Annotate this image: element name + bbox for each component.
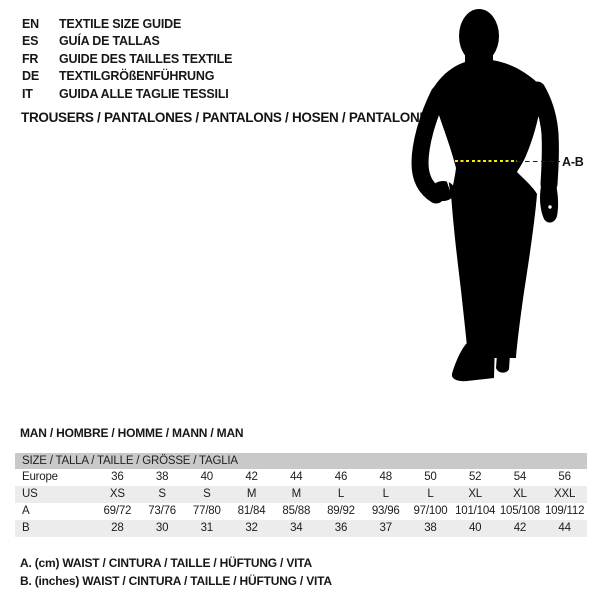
size-cell: 37 [379,522,392,534]
size-cell: 44 [558,522,571,534]
size-cell: XL [468,488,482,500]
size-cell: M [246,488,257,500]
size-table-body [15,469,587,537]
language-row [22,33,232,50]
size-cell: 34 [290,522,303,534]
size-cell: L [382,488,389,500]
size-cell: 97/100 [413,505,448,517]
note-line: B. (inches) WAIST / CINTURA / TAILLE / HÜFTUNG / VITA [20,573,332,588]
size-cell: 40 [468,522,482,534]
size-cell: 44 [290,471,303,483]
size-cell: S [158,488,166,500]
size-table-row [15,503,587,520]
size-cell: L [427,488,434,500]
waist-dash-line-outside [517,161,560,163]
language-label: GUIDA ALLE TAGLIE TESSILI [59,86,229,101]
language-row [22,16,232,33]
size-row-label: US [22,488,38,500]
size-cell: 38 [424,522,437,534]
size-cell: 42 [245,471,258,483]
size-table-row [15,469,587,486]
size-cell: 101/104 [455,505,496,517]
size-cell: 40 [200,471,214,483]
size-cell: 54 [513,471,527,483]
size-table [15,453,587,537]
size-cell: 85/88 [282,505,311,517]
man-silhouette-figure [405,0,600,400]
size-cell: 52 [468,471,482,483]
language-label: TEXTILE SIZE GUIDE [59,17,182,31]
size-cell: 73/76 [148,505,176,517]
size-cell: L [337,488,345,500]
size-cell: 93/96 [371,505,400,517]
size-cell: XL [513,488,527,500]
size-cell: 31 [200,522,214,534]
gender-title: MAN / HOMBRE / HOMME / MANN / MAN [20,426,244,440]
size-cell: 69/72 [103,505,132,517]
language-code: DE [22,69,39,84]
size-cell: 50 [424,471,437,483]
note-line: A. (cm) WAIST / CINTURA / TAILLE / HÜFTUNG / VITA [20,556,312,570]
size-cell: 36 [111,471,124,483]
waist-measure-label: A-B [562,155,584,169]
size-cell: XS [109,488,125,500]
language-row [22,51,232,68]
size-cell: 81/84 [237,505,266,517]
size-cell: 36 [334,522,348,534]
category-title: TROUSERS / PANTALONES / PANTALONS / HOSEN / PANTALONI [21,110,423,125]
language-label: GUIDE DES TAILLES TEXTILE [59,51,233,66]
size-cell: 89/92 [327,505,355,517]
language-label: GUÍA DE TALLAS [59,34,160,49]
size-cell: 48 [379,471,392,483]
size-cell: S [203,488,211,500]
language-code: FR [22,51,39,66]
size-row-label: Europe [22,471,58,483]
size-cell: 56 [558,471,571,483]
language-label: TEXTILGRÖßENFÜHRUNG [59,69,215,84]
size-cell: 109/112 [544,505,585,517]
size-cell: 32 [245,522,258,534]
size-cell: 42 [513,522,527,534]
size-cell: 28 [111,522,124,534]
size-row-label: A [22,505,30,517]
size-table-row [15,486,587,503]
size-cell: 46 [334,471,348,483]
man-silhouette-icon [405,0,600,400]
language-code: EN [22,17,39,31]
waist-dash-line-on-body [455,160,517,162]
measurement-notes [20,555,332,590]
size-cell: 38 [155,471,169,483]
size-table-header: SIZE / TALLA / TAILLE / GRÖSSE / TAGLIA [15,453,587,469]
size-row-label: B [22,522,30,534]
language-row [22,68,232,85]
language-row [22,86,232,103]
size-cell: XXL [554,488,576,500]
language-list [22,16,232,103]
size-cell: 105/108 [499,505,540,517]
size-cell: 77/80 [192,505,221,517]
size-table-row [15,520,587,537]
size-cell: 30 [155,522,169,534]
language-code: ES [22,34,39,49]
size-cell: M [291,488,301,500]
language-code: IT [22,86,33,101]
